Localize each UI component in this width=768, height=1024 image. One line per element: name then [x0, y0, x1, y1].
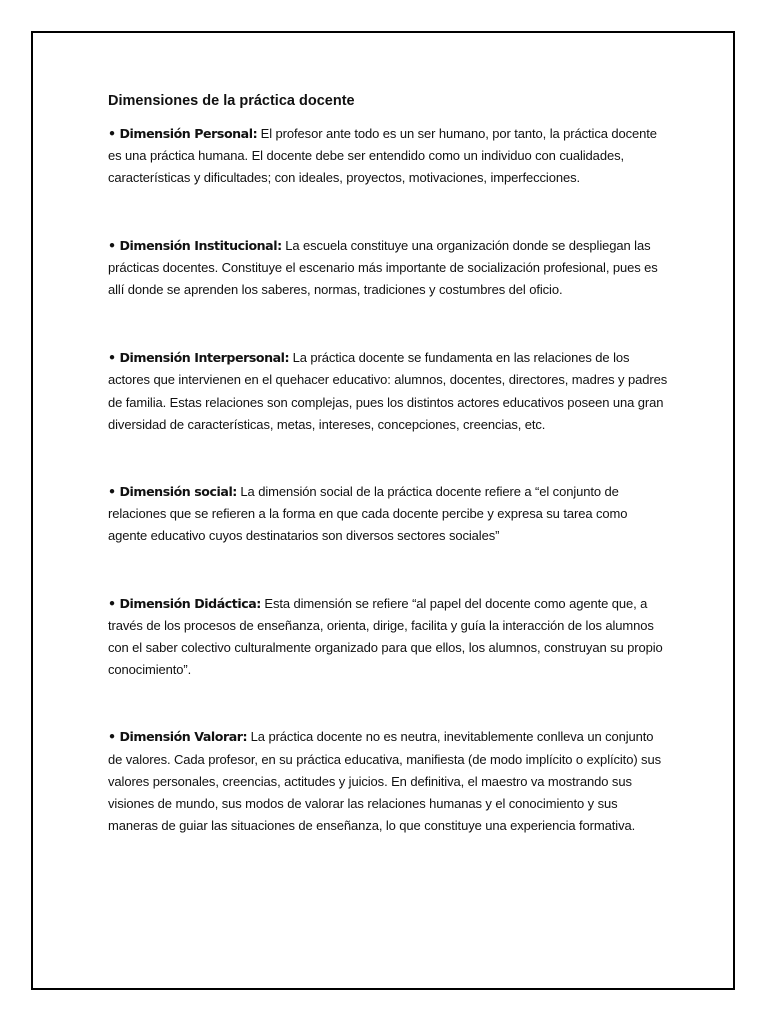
- section-text: La práctica docente se fundamenta en las relaciones de los actores que intervienen en el quehacer educativo: alumnos, docentes, directores, madres y padres de familia. Estas relaciones son complejas, pues los distintos actores educativos poseen una gran diversidad de características, metas, intereses, concepciones, creencias, etc.: [108, 350, 668, 432]
- heading-label: Dimensión Personal:: [119, 126, 258, 141]
- bullet: •: [108, 350, 120, 366]
- section-heading: [108, 729, 247, 744]
- heading-label: Dimensión Institucional:: [119, 237, 282, 253]
- document-title: Dimensiones de la práctica docente: [108, 93, 355, 109]
- section-dimension-interpersonal: [108, 347, 668, 436]
- section-dimension-institucional: [108, 235, 668, 302]
- heading-label: Dimensión Didáctica:: [119, 595, 261, 611]
- heading-label: Dimensión Interpersonal:: [119, 350, 290, 366]
- section-heading: [108, 238, 282, 253]
- document-content: [108, 91, 668, 837]
- section-text: La dimensión social de la práctica docente refiere a “el conjunto de relaciones que se refieren a la forma en que cada docente percibe y expresa su tarea como agente educativo cuyos destinatarios son diversos sectores sociales”: [108, 484, 628, 544]
- section-heading: [108, 596, 261, 611]
- section-dimension-valorar: [108, 726, 668, 837]
- heading-label: Dimensión social:: [119, 484, 237, 500]
- section-heading: [108, 126, 257, 141]
- section-text: La escuela constituye una organización donde se despliegan las prácticas docentes. Constituye el escenario más importante de socialización profesional, pues es allí donde se aprenden los saberes, normas, tradiciones y costumbres del oficio.: [108, 237, 658, 298]
- section-text: El profesor ante todo es un ser humano, por tanto, la práctica docente es una práctica humana. El docente debe ser entendido como un individuo con cualidades, características y dificultades; con ideales, proyectos, motivaciones, imperfecciones.: [108, 126, 657, 186]
- document-page: [31, 31, 735, 990]
- bullet: •: [108, 729, 120, 745]
- heading-label: Dimensión Valorar:: [119, 729, 248, 745]
- section-heading: [108, 350, 289, 365]
- bullet: •: [108, 237, 120, 253]
- section-dimension-personal: [108, 123, 668, 190]
- bullet: •: [108, 595, 120, 611]
- section-dimension-didactica: [108, 593, 668, 682]
- section-dimension-social: [108, 481, 668, 548]
- section-heading: [108, 484, 237, 499]
- bullet: •: [108, 484, 120, 500]
- bullet: •: [108, 126, 120, 141]
- section-text: La práctica docente no es neutra, inevitablemente conlleva un conjunto de valores. Cada profesor, en su práctica educativa, manifiesta (de modo implícito o explícito) sus valores personales, creencias, actitudes y juicios. En definitiva, el maestro va mostrando sus visiones de mundo, sus modos de valorar las relaciones humanas y el conocimiento y sus maneras de guiar las situaciones de enseñanza, lo que constituye una experiencia formativa.: [108, 729, 661, 834]
- section-text: Esta dimensión se refiere “al papel del docente como agente que, a través de los procesos de enseñanza, orienta, dirige, facilita y guía la interacción de los alumnos con el saber colectivo culturalmente organizado para que ellos, los alumnos, construyan su propio conocimiento”.: [108, 595, 663, 678]
